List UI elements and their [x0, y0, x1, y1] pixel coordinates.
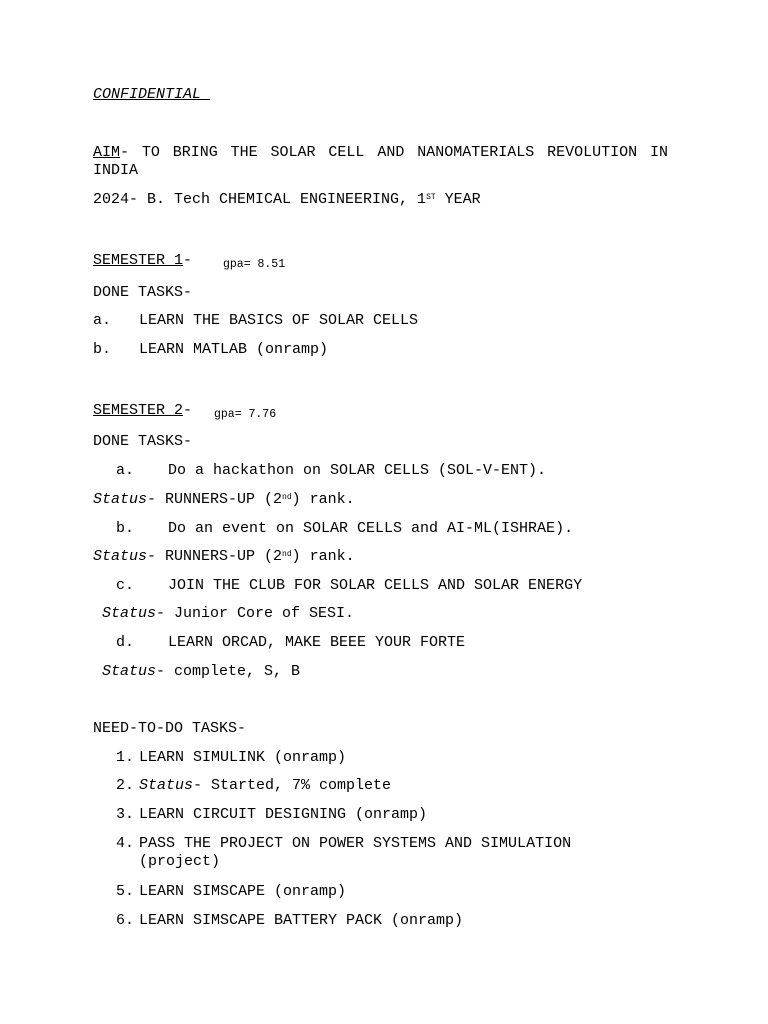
list-item-text-continued: (project) — [139, 853, 221, 870]
semester-2-gpa: gpa= 7.76 — [214, 408, 277, 421]
list-marker: 2. — [116, 777, 135, 794]
status-label: Status — [93, 548, 148, 565]
list-marker: 6. — [116, 912, 135, 929]
need-to-do-heading: NEED-TO-DO TASKS- — [93, 720, 247, 737]
list-marker: d. — [116, 634, 135, 651]
status-suffix: ) rank. — [291, 491, 355, 508]
status-text: - Junior Core of SESI. — [156, 605, 355, 622]
status-superscript: nd — [282, 550, 292, 559]
semester-2-dash: - — [183, 402, 193, 419]
status-suffix: ) rank. — [291, 548, 355, 565]
aim-label: AIM — [93, 144, 121, 161]
status-label: Status — [139, 777, 194, 794]
status-line — [139, 777, 391, 795]
status-line — [102, 605, 354, 623]
list-item-text: LEARN SIMULINK (onramp) — [139, 749, 347, 766]
status-text: - Started, 7% complete — [193, 777, 392, 794]
list-item-text: JOIN THE CLUB FOR SOLAR CELLS AND SOLAR ENERGY — [168, 577, 583, 594]
list-marker: 4. — [116, 835, 135, 852]
status-superscript: nd — [282, 493, 292, 502]
semester-1-dash: - — [183, 252, 193, 269]
status-text: - complete, S, B — [156, 663, 301, 680]
year-line — [93, 191, 481, 209]
list-item — [93, 341, 111, 359]
year-superscript: ST — [426, 193, 436, 202]
list-item-text: LEARN SIMSCAPE (onramp) — [139, 883, 347, 900]
list-item-text: Do an event on SOLAR CELLS and AI-ML(ISHRAE). — [168, 520, 574, 537]
list-item — [93, 312, 111, 330]
list-marker: b. — [93, 341, 112, 358]
status-line — [93, 548, 355, 566]
list-item-text: LEARN ORCAD, MAKE BEEE YOUR FORTE — [168, 634, 466, 651]
semester-1-label: SEMESTER 1 — [93, 252, 184, 269]
list-marker: c. — [116, 577, 135, 594]
list-marker: b. — [116, 520, 135, 537]
status-text: - RUNNERS-UP (2 — [147, 548, 283, 565]
semester-2-label: SEMESTER 2 — [93, 402, 184, 419]
list-item-text: LEARN MATLAB (onramp) — [139, 341, 329, 358]
status-line — [93, 491, 355, 509]
semester-2-heading — [93, 402, 192, 420]
list-item-text: LEARN THE BASICS OF SOLAR CELLS — [139, 312, 419, 329]
semester-1-heading — [93, 252, 192, 270]
aim-text: - TO BRING THE SOLAR CELL AND NANOMATERIALS REVOLUTION IN INDIA — [93, 144, 668, 179]
year-line-suffix: YEAR — [435, 191, 481, 208]
list-item-text: Do a hackathon on SOLAR CELLS (SOL-V-ENT). — [168, 462, 547, 479]
list-marker: 5. — [116, 883, 135, 900]
list-item-text: PASS THE PROJECT ON POWER SYSTEMS AND SIMULATION — [139, 835, 572, 852]
done-tasks-heading-2: DONE TASKS- — [93, 433, 193, 450]
confidential-heading: CONFIDENTIAL — [93, 86, 211, 103]
list-marker: a. — [93, 312, 112, 329]
year-line-text: 2024- B. Tech CHEMICAL ENGINEERING, 1 — [93, 191, 427, 208]
status-label: Status — [93, 491, 148, 508]
status-text: - RUNNERS-UP (2 — [147, 491, 283, 508]
list-item-text: LEARN CIRCUIT DESIGNING (onramp) — [139, 806, 428, 823]
status-line — [102, 663, 300, 681]
list-marker: 3. — [116, 806, 135, 823]
status-label: Status — [102, 605, 157, 622]
done-tasks-heading-1: DONE TASKS- — [93, 284, 193, 301]
list-marker: 1. — [116, 749, 135, 766]
list-item-text: LEARN SIMSCAPE BATTERY PACK (onramp) — [139, 912, 464, 929]
aim-statement — [93, 144, 668, 180]
semester-1-gpa: gpa= 8.51 — [223, 258, 286, 271]
list-marker: a. — [116, 462, 135, 479]
status-label: Status — [102, 663, 157, 680]
